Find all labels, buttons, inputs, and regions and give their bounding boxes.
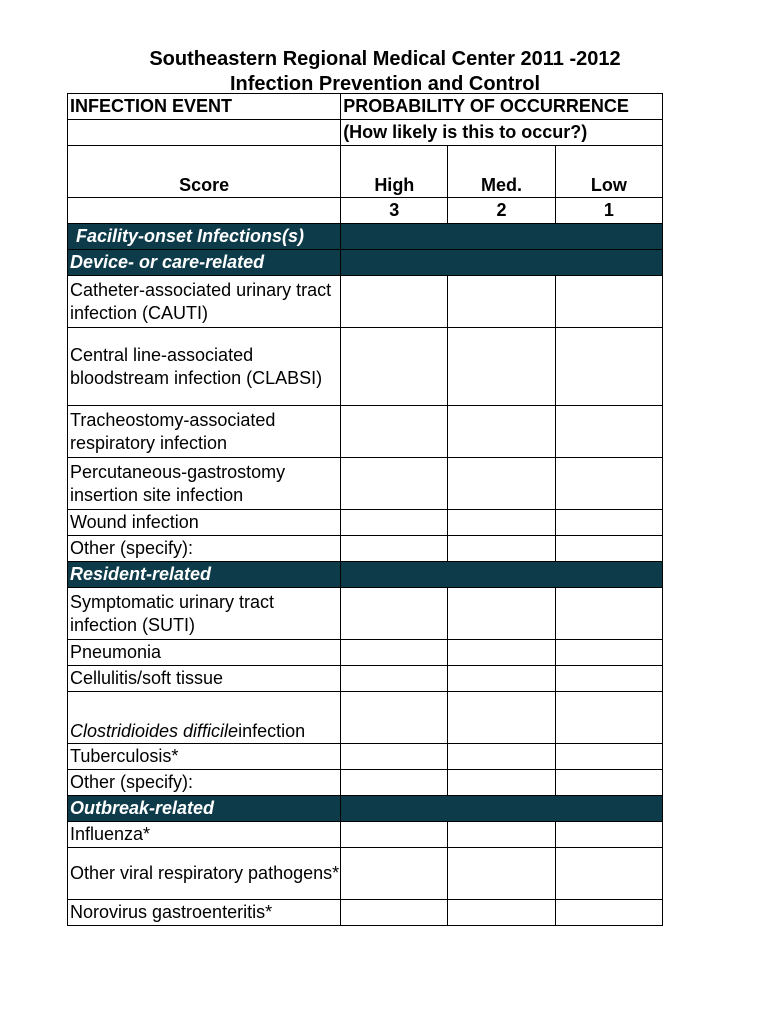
section-resident-related [68, 562, 663, 588]
med-cell[interactable] [448, 536, 555, 562]
table-row [68, 848, 663, 900]
high-cell[interactable] [341, 900, 448, 926]
event-label: Cellulitis/soft tissue [68, 666, 341, 692]
low-cell[interactable] [555, 744, 662, 770]
section-fill [341, 250, 663, 276]
low-cell[interactable] [555, 640, 662, 666]
low-cell[interactable] [555, 666, 662, 692]
low-cell[interactable] [555, 328, 662, 406]
low-cell[interactable] [555, 848, 662, 900]
table-row [68, 744, 663, 770]
low-cell[interactable] [555, 770, 662, 796]
event-label: Tracheostomy-associated respiratory infection [68, 406, 341, 458]
high-cell[interactable] [341, 822, 448, 848]
event-label: Tuberculosis* [68, 744, 341, 770]
med-cell[interactable] [448, 510, 555, 536]
level-low-label: Low [555, 146, 662, 198]
event-label: Central line-associated bloodstream infection (CLABSI) [68, 328, 341, 406]
event-label: Percutaneous-gastrostomy insertion site infection [68, 458, 341, 510]
blank-cell [68, 120, 341, 146]
high-cell[interactable] [341, 640, 448, 666]
table-row [68, 770, 663, 796]
high-cell[interactable] [341, 328, 448, 406]
risk-assessment-table [67, 93, 663, 926]
table-row [68, 458, 663, 510]
section-label: Facility-onset Infections(s) [68, 224, 341, 250]
section-outbreak-related [68, 796, 663, 822]
section-label: Resident-related [68, 562, 341, 588]
med-cell[interactable] [448, 822, 555, 848]
high-cell[interactable] [341, 510, 448, 536]
med-cell[interactable] [448, 666, 555, 692]
med-cell[interactable] [448, 900, 555, 926]
low-cell[interactable] [555, 822, 662, 848]
high-cell[interactable] [341, 276, 448, 328]
high-cell[interactable] [341, 744, 448, 770]
score-row [68, 146, 663, 198]
high-cell[interactable] [341, 848, 448, 900]
table-row [68, 588, 663, 640]
table-row [68, 900, 663, 926]
low-cell[interactable] [555, 900, 662, 926]
page-title: Southeastern Regional Medical Center 2011 -2012 [149, 48, 621, 70]
high-cell[interactable] [341, 406, 448, 458]
infection-event-header: INFECTION EVENT [68, 94, 341, 120]
low-cell[interactable] [555, 588, 662, 640]
med-cell[interactable] [448, 848, 555, 900]
blank-cell [68, 198, 341, 224]
high-cell[interactable] [341, 692, 448, 744]
low-cell[interactable] [555, 276, 662, 328]
med-cell[interactable] [448, 406, 555, 458]
event-label-cdiff [68, 692, 341, 744]
event-label: Other viral respiratory pathogens* [68, 848, 341, 900]
section-fill [341, 796, 663, 822]
event-label: Catheter-associated urinary tract infection (CAUTI) [68, 276, 341, 328]
high-cell[interactable] [341, 666, 448, 692]
high-cell[interactable] [341, 588, 448, 640]
low-cell[interactable] [555, 406, 662, 458]
table-row [68, 510, 663, 536]
high-cell[interactable] [341, 536, 448, 562]
low-cell[interactable] [555, 536, 662, 562]
probability-header: PROBABILITY OF OCCURRENCE [341, 94, 663, 120]
table-row [68, 536, 663, 562]
cdiff-italic: Clostridioides difficile [70, 721, 239, 741]
table-row [68, 328, 663, 406]
event-label: Other (specify): [68, 770, 341, 796]
section-label: Outbreak-related [68, 796, 341, 822]
section-fill [341, 224, 663, 250]
level-high-label: High [341, 146, 448, 198]
score-values-row [68, 198, 663, 224]
table-row [68, 406, 663, 458]
section-device-related [68, 250, 663, 276]
table-row [68, 640, 663, 666]
section-facility-onset [68, 224, 663, 250]
table-row [68, 666, 663, 692]
table-row [68, 822, 663, 848]
level-high-value: 3 [341, 198, 448, 224]
med-cell[interactable] [448, 328, 555, 406]
score-label: Score [68, 146, 341, 198]
event-label: Pneumonia [68, 640, 341, 666]
med-cell[interactable] [448, 458, 555, 510]
section-fill [341, 562, 663, 588]
level-med-value: 2 [448, 198, 555, 224]
table-row [68, 276, 663, 328]
section-label: Device- or care-related [68, 250, 341, 276]
low-cell[interactable] [555, 692, 662, 744]
high-cell[interactable] [341, 458, 448, 510]
low-cell[interactable] [555, 458, 662, 510]
probability-question: (How likely is this to occur?) [341, 120, 663, 146]
event-label: Other (specify): [68, 536, 341, 562]
low-cell[interactable] [555, 510, 662, 536]
level-med-label: Med. [448, 146, 555, 198]
table-row [68, 692, 663, 744]
high-cell[interactable] [341, 770, 448, 796]
med-cell[interactable] [448, 640, 555, 666]
event-label: Norovirus gastroenteritis* [68, 900, 341, 926]
med-cell[interactable] [448, 770, 555, 796]
page-subtitle: Infection Prevention and Control [229, 73, 540, 93]
header-row [68, 94, 663, 120]
event-label: Symptomatic urinary tract infection (SUTI) [68, 588, 341, 640]
question-row [68, 120, 663, 146]
level-low-value: 1 [555, 198, 662, 224]
event-label: Influenza* [68, 822, 341, 848]
med-cell[interactable] [448, 692, 555, 744]
cdiff-rest: infection [238, 721, 306, 741]
med-cell[interactable] [448, 744, 555, 770]
event-label: Wound infection [68, 510, 341, 536]
med-cell[interactable] [448, 588, 555, 640]
med-cell[interactable] [448, 276, 555, 328]
